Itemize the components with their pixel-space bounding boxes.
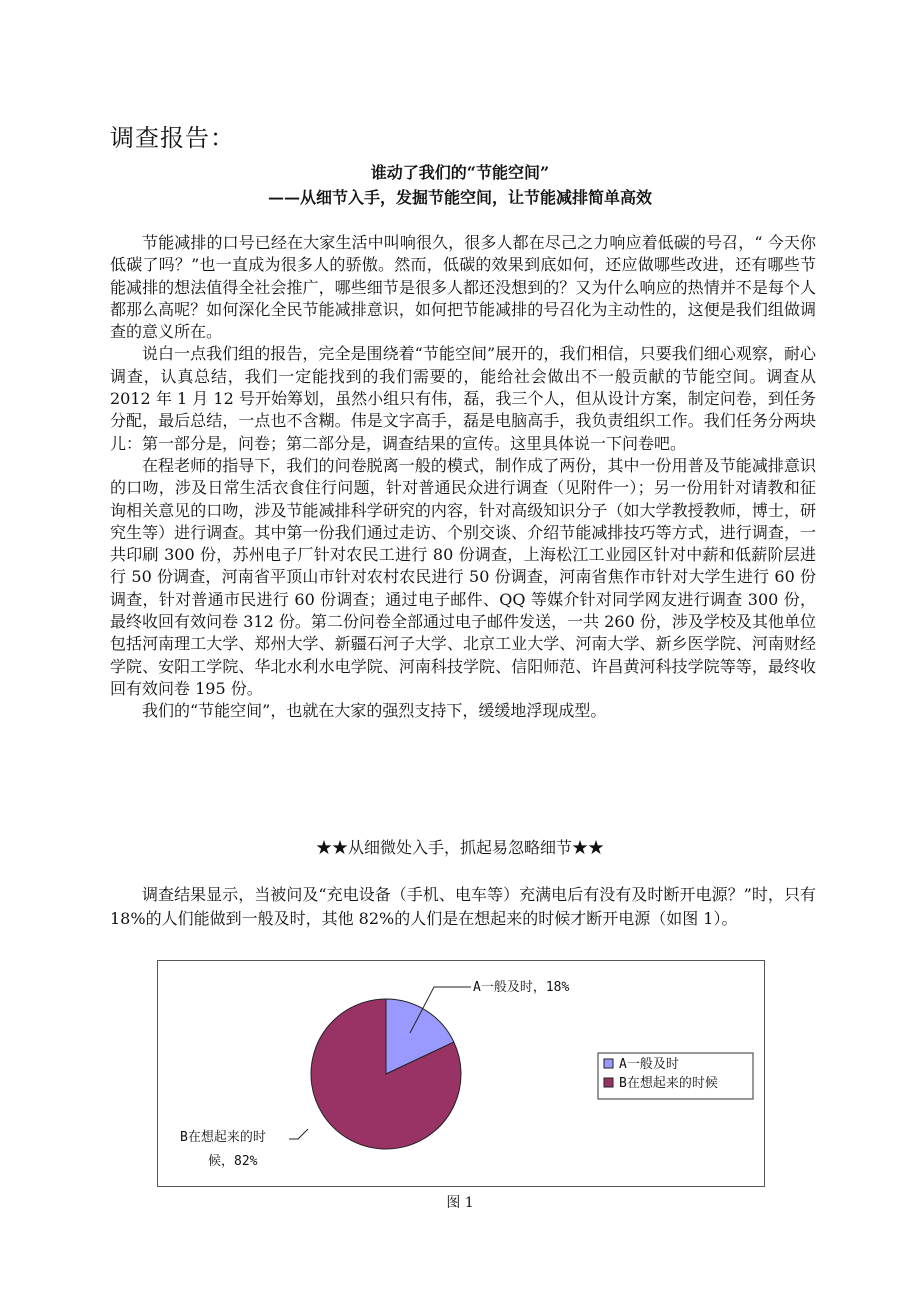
figure-caption: 图 1 [446,1195,474,1211]
report-heading: 调查报告： [110,124,235,152]
result-text [110,883,816,930]
legend-swatch-a [604,1059,613,1068]
legend-swatch-b [604,1078,613,1087]
section-heading: ★★从细微处入手，抓起易忽略细节★★ [315,838,604,857]
paragraph: 我们的“节能空间”，也就在大家的强烈支持下，缓缓地浮现成型。 [142,701,607,721]
report-body [110,232,816,723]
paragraph: 节能减排的口号已经在大家生活中叫响很久，很多人都在尽己之力响应着低碳的号召，“ 今天你低碳了吗？”也一直成为很多人的骄傲。然而，低碳的效果到底如何，还应做哪些改进，还有哪些节能减排的想法值得全社会推广，哪些细节是很多人都还没想到的？又为什么响应的热情并不是每个人都那么高呢？如何深化全民节能减排意识，如何把节能减排的号召化为主动性的，这便是我们组做调查的意义所在。 [110,233,816,342]
paragraph: 在程老师的指导下，我们的问卷脱离一般的模式，制作成了两份，其中一份用普及节能减排意识的口吻，涉及日常生活衣食住行问题，针对普通民众进行调查（见附件一）；另一份用针对请教和征询相关意见的口吻，涉及节能减排科学研究的内容，针对高级知识分子（如大学教授教师，博士，研究生等）进行调查。其中第一份我们通过走访、个别交谈、介绍节能减排技巧等方式，进行调查，一共印刷 300 份，苏州电子厂针对农民工进行 80 份调查，上海松江工业园区针对中薪和低薪阶层进行 50 份调查，河南省平顶山市针对农村农民进行 50 份调查，河南省焦作市针对大学生进行 60 份调查，针对普通市民进行 60 份调查；通过电子邮件、QQ 等媒介针对同学网友进行调查 300 份，最终收回有效问卷 312 份。第二份问卷全部通过电子邮件发送，一共 260 份，涉及学校及其他单位包括河南理工大学、郑州大学、新疆石河子大学、北京工业大学、河南大学、新乡医学院、河南财经学院、安阳工学院、华北水利水电学院、河南科技学院、信阳师范、许昌黄河科技学院等等，最终收回有效问卷 195 份。 [110,455,816,698]
data-label-b-line1: B在想起来的时 [180,1130,266,1145]
legend-entry-b: B在想起来的时候 [619,1076,718,1091]
data-label-b-line2: 候，82% [208,1154,258,1169]
paragraph: 调查结果显示，当被问及“充电设备（手机、电车等）充满电后有没有及时断开电源？”时，只有 18%的人们能做到一般及时，其他 82%的人们是在想起来的时候才断开电源（如图 1）。 [110,885,816,928]
report-subtitle: ——从细节入手，发掘节能空间，让节能减排简单高效 [267,188,652,207]
legend-entry-a: A一般及时 [619,1057,679,1072]
pie-chart-frame [157,960,765,1187]
data-label-a: A一般及时，18% [473,980,570,995]
paragraph: 说白一点我们组的报告，完全是围绕着“节能空间”展开的，我们相信，只要我们细心观察，耐心调查，认真总结，我们一定能找到的我们需要的，能给社会做出不一般贡献的节能空间。调查从 2012 年 1 月 12 号开始筹划，虽然小组只有伟，磊，我三个人，但从设计方案，制定问卷，到任务分配，最后总结，一点也不含糊。伟是文字高手，磊是电脑高手，我负责组织工作。我们任务分两块儿：第一部分是，问卷；第二部分是，调查结果的宣传。这里具体说一下问卷吧。 [110,344,816,453]
leader-line-b [289,1129,308,1139]
report-title: 谁动了我们的“节能空间” [370,163,550,182]
pie-chart [158,961,764,1186]
